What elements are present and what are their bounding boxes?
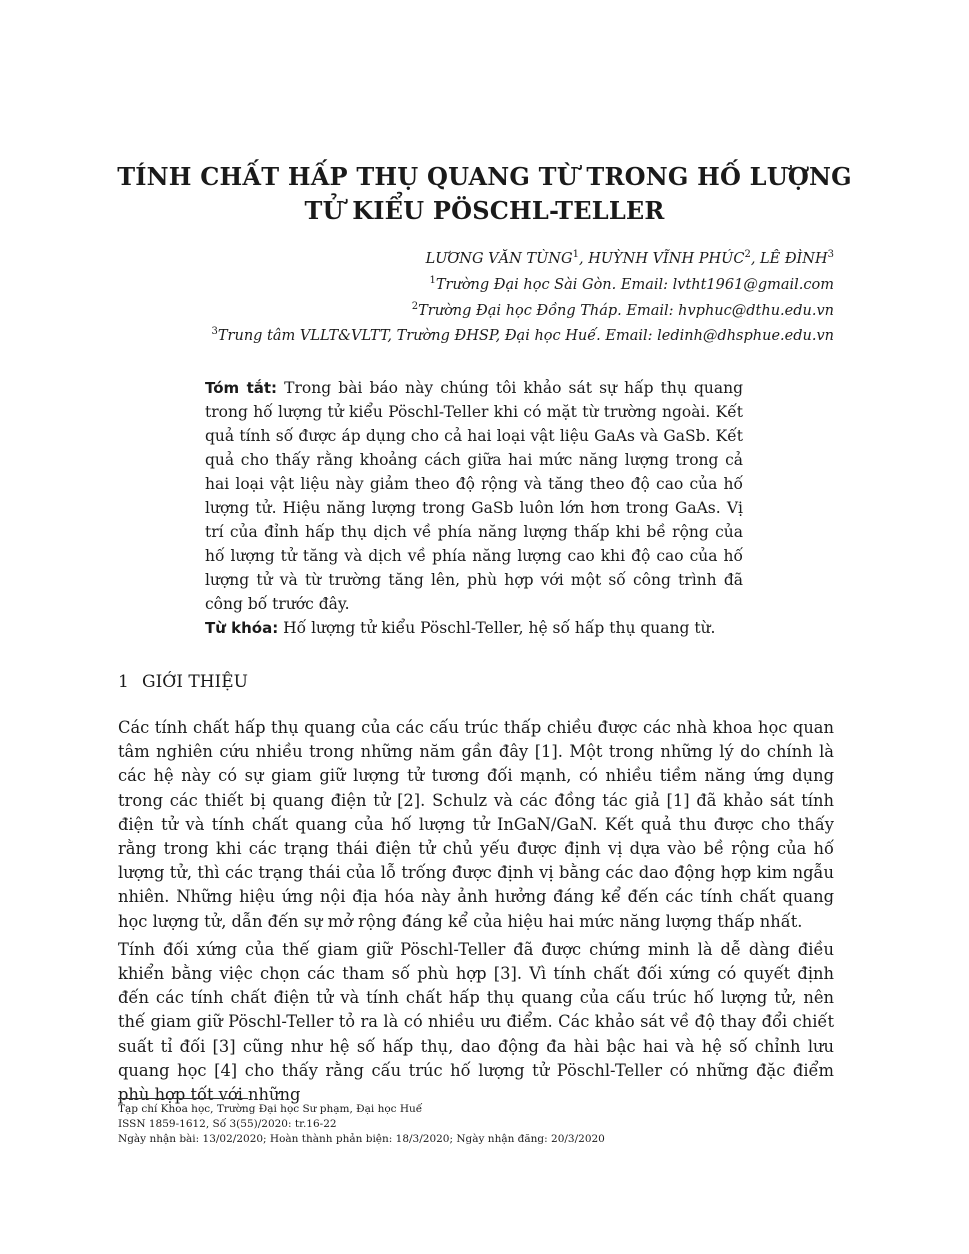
author-name: LƯƠNG VĂN TÙNG	[425, 250, 573, 267]
author-name: HUỲNH VĨNH PHÚC	[588, 250, 745, 267]
abstract-paragraph	[205, 376, 743, 616]
author-block	[212, 244, 834, 347]
body-text	[118, 716, 834, 1111]
affiliation-sup: 2	[411, 300, 419, 312]
title-line-2: TỬ KIỂU PÖSCHL-TELLER	[304, 196, 665, 225]
affiliation	[212, 321, 834, 347]
affiliation-text: Trường Đại học Sài Gòn. Email: lvtht1961@gmail.com	[435, 276, 834, 293]
affiliation	[212, 270, 834, 296]
body-paragraph: Tính đối xứng của thế giam giữ Pöschl-Teller đã được chứng minh là dễ dàng điều khiển bằng việc chọn các tham số phù hợp [3]. Vì tính chất đối xứng có quyết định đến các tính chất điện tử và tính chất hấp thụ quang của cấu trúc hố lượng tử, nên thế giam giữ Pöschl-Teller tỏ ra là có nhiều ưu điểm. Các khảo sát về độ thay đổi chiết suất tỉ đối [3] cũng như hệ số hấp thụ, dao động đa hài bậc hai và hệ số chỉnh lưu quang học [4] cho thấy rằng cấu trúc hố lượng tử Pöschl-Teller có những đặc điểm phù hợp tốt với những	[118, 939, 834, 1105]
abstract-text: Trong bài báo này chúng tôi khảo sát sự hấp thụ quang trong hố lượng tử kiểu Pöschl-Teller khi có mặt từ trường ngoài. Kết quả tính số được áp dụng cho cả hai loại vật liệu GaAs và GaSb. Kết quả cho thấy rằng khoảng cách giữa hai mức năng lượng trong cả hai loại vật liệu này giảm theo độ rộng và tăng theo độ cao của hố lượng tử. Hiệu năng lượng trong GaSb luôn lớn hơn trong GaAs. Vị trí của đỉnh hấp thụ dịch về phía năng lượng thấp khi bề rộng của hố lượng tử tăng và dịch về phía năng lượng cao khi độ cao của hố lượng tử và từ trường tăng lên, phù hợp với một số công trình đã công bố trước đây.	[205, 379, 743, 613]
affiliation-text: Trường Đại học Đồng Tháp. Email: hvphuc@dthu.edu.vn	[418, 302, 834, 319]
body-paragraph: Các tính chất hấp thụ quang của các cấu trúc thấp chiều được các nhà khoa học quan tâm nghiên cứu nhiều trong những năm gần đây [1]. Một trong những lý do chính là các hệ này có sự giam giữ lượng tử tương đối mạnh, có nhiều tiềm năng ứng dụng trong các thiết bị quang điện tử [2]. Schulz và các đồng tác giả [1] đã khảo sát tính điện tử và tính chất quang của hố lượng tử InGaN/GaN. Kết quả thu được cho thấy rằng trong khi các trạng thái điện tử chủ yếu được định vị dựa vào bề rộng của hố lượng tử, thì các trạng thái của lỗ trống được định vị bằng các dao động hợp kim ngẫu nhiên. Những hiệu ứng nội địa hóa này ảnh hưởng đáng kể đến các tính chất quang học lượng tử, dẫn đến sự mở rộng đáng kể của hiệu hai mức năng lượng thấp nhất.	[118, 718, 834, 931]
footer-journal: Tạp chí Khoa học, Trường Đại học Sư phạm, Đại học Huế	[118, 1103, 423, 1115]
affiliation-sup: 3	[211, 326, 218, 338]
keywords-text: Hố lượng tử kiểu Pöschl-Teller, hệ số hấp thụ quang từ.	[283, 619, 716, 637]
section-title: GIỚI THIỆU	[142, 672, 248, 692]
abstract-label: Tóm tắt:	[205, 379, 278, 397]
keywords-label: Từ khóa:	[205, 619, 279, 637]
author-sup: 2	[744, 249, 751, 260]
author-sup: 1	[572, 249, 579, 260]
footnote-rule	[118, 1098, 248, 1099]
affiliation-sup: 1	[429, 274, 436, 286]
footer-issn: ISSN 1859-1612, Số 3(55)/2020: tr.16-22	[118, 1118, 337, 1130]
author-name: LÊ ĐÌNH	[760, 250, 828, 267]
author-separator: ,	[578, 250, 589, 267]
author-sup: 3	[827, 249, 834, 260]
paper-title	[100, 160, 869, 228]
affiliation-text: Trung tâm VLLT&VLTT, Trường ĐHSP, Đại học Huế. Email: ledinh@dhsphue.edu.vn	[217, 328, 834, 345]
footer-dates: Ngày nhận bài: 13/02/2020; Hoàn thành phản biện: 18/3/2020; Ngày nhận đăng: 20/3/2020	[118, 1133, 605, 1145]
footer	[118, 1102, 605, 1147]
section-heading	[118, 672, 248, 692]
keywords	[205, 616, 743, 640]
affiliation	[212, 296, 834, 322]
author-separator: ,	[750, 250, 761, 267]
section-number: 1	[118, 672, 129, 692]
title-line-1: TÍNH CHẤT HẤP THỤ QUANG TỪ TRONG HỐ LƯỢNG	[117, 162, 852, 191]
author-names	[212, 244, 834, 270]
abstract	[205, 376, 743, 640]
